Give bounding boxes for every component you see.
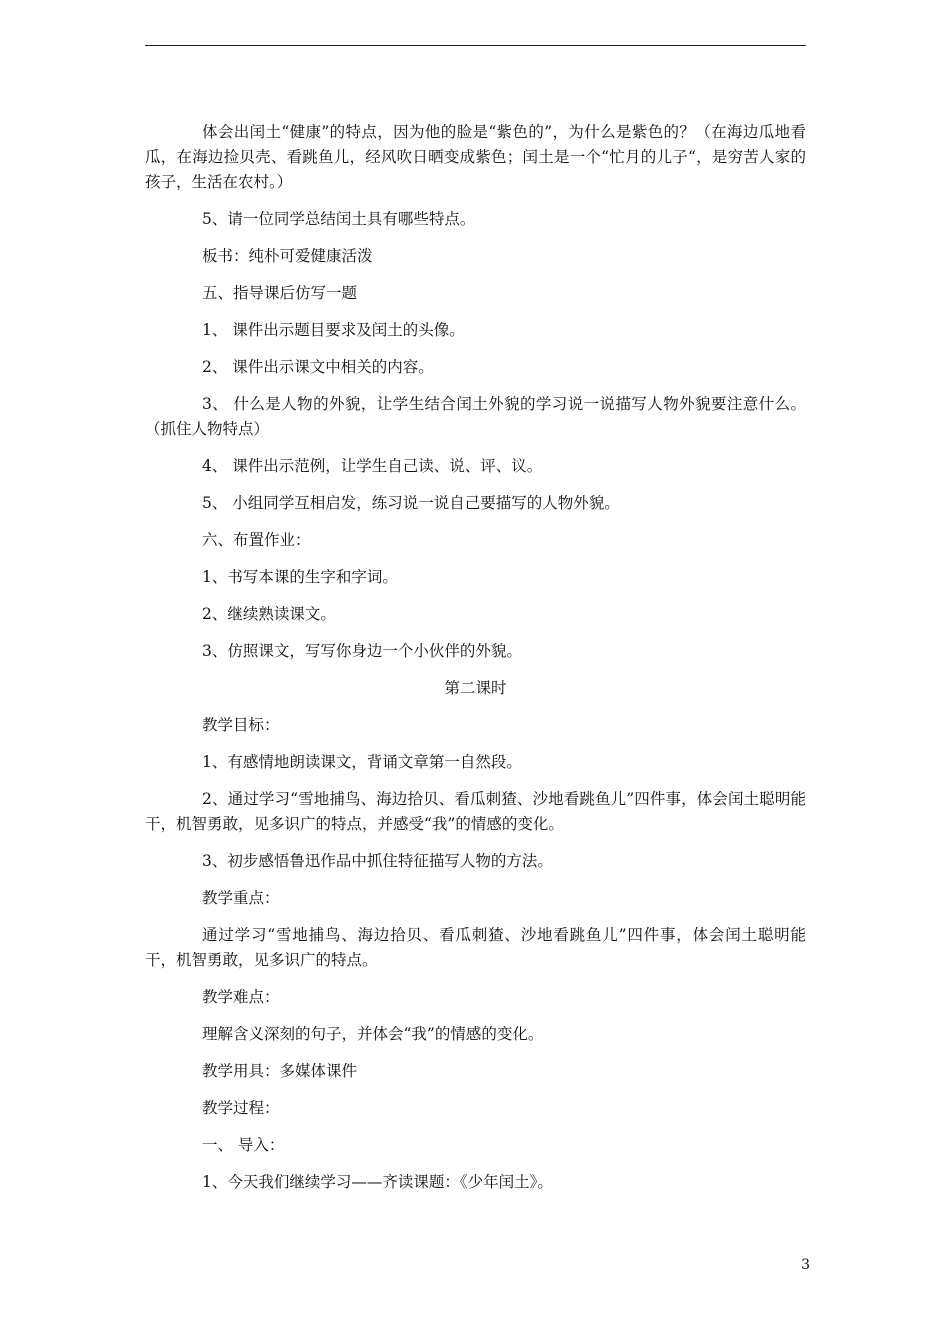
- header-rule: [145, 45, 806, 46]
- paragraph: 5、请一位同学总结闰土具有哪些特点。: [202, 210, 476, 228]
- paragraph: 板书：纯朴可爱健康活泼: [202, 247, 373, 265]
- paragraph: 一、 导入：: [202, 1136, 285, 1154]
- paragraph: 教学重点：: [202, 889, 280, 907]
- paragraph: 教学难点：: [202, 988, 280, 1006]
- paragraph: 1、有感情地朗读课文，背诵文章第一自然段。: [202, 753, 522, 771]
- paragraph: 2、 课件出示课文中相关的内容。: [202, 358, 434, 376]
- paragraph: 4、 课件出示范例，让学生自己读、说、评、议。: [202, 457, 543, 475]
- paragraph: 教学过程：: [202, 1099, 280, 1117]
- paragraph: 3、仿照课文，写写你身边一个小伙伴的外貌。: [202, 642, 522, 660]
- document-body: [145, 120, 806, 1207]
- page-number: 3: [801, 1257, 810, 1273]
- paragraph: 教学用具：多媒体课件: [202, 1062, 358, 1080]
- paragraph: 5、 小组同学互相启发，练习说一说自己要描写的人物外貌。: [202, 494, 620, 512]
- paragraph: 通过学习“雪地捕鸟、海边拾贝、看瓜刺猹、沙地看跳鱼儿”四件事，体会闰土聪明能干，机智勇敢，见多识广的特点。: [145, 926, 806, 969]
- paragraph: 教学目标：: [202, 716, 280, 734]
- paragraph: 六、布置作业：: [202, 531, 311, 549]
- paragraph: 3、 什么是人物的外貌，让学生结合闰土外貌的学习说一说描写人物外貌要注意什么。（抓住人物特点）: [145, 395, 806, 438]
- paragraph: 体会出闰土“健康”的特点，因为他的脸是“紫色的”，为什么是紫色的？（在海边瓜地看瓜，在海边捡贝壳、看跳鱼儿，经风吹日晒变成紫色；闰土是一个“忙月的儿子“，是穷苦人家的孩子，生活在农村。）: [145, 123, 806, 191]
- paragraph: 1、今天我们继续学习——齐读课题：《少年闰土》。: [202, 1173, 553, 1191]
- paragraph: 理解含义深刻的句子，并体会“我”的情感的变化。: [202, 1025, 544, 1043]
- paragraph: 五、指导课后仿写一题: [202, 284, 358, 302]
- paragraph: 2、通过学习“雪地捕鸟、海边拾贝、看瓜刺猹、沙地看跳鱼儿”四件事，体会闰土聪明能干，机智勇敢，见多识广的特点，并感受“我”的情感的变化。: [145, 790, 806, 833]
- paragraph: 2、继续熟读课文。: [202, 605, 336, 623]
- paragraph: 1、书写本课的生字和字词。: [202, 568, 398, 586]
- section-heading: 第二课时: [444, 679, 507, 697]
- paragraph: 3、初步感悟鲁迅作品中抓住特征描写人物的方法。: [202, 852, 553, 870]
- paragraph: 1、 课件出示题目要求及闰土的头像。: [202, 321, 465, 339]
